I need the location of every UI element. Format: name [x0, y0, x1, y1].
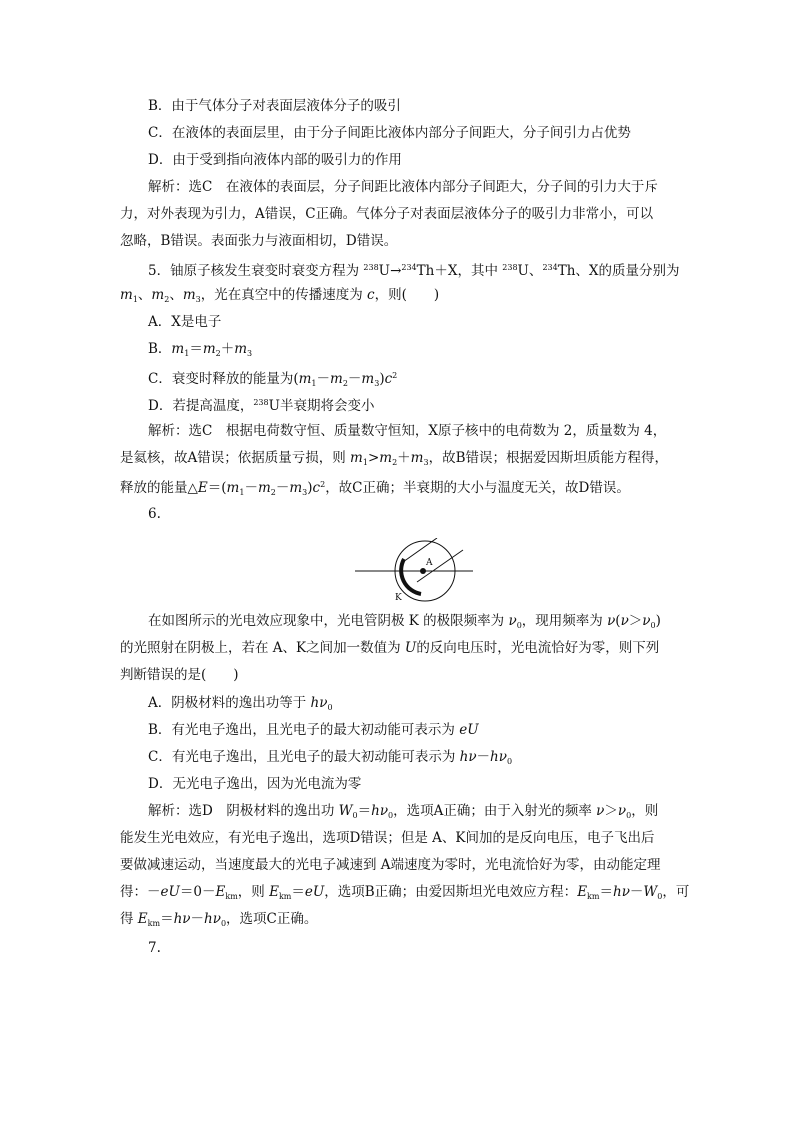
q6-answer-line-2: 能发生光电效应，有光电子逸出，选项D错误；但是 A、K间加的是反向电压，电子飞出后	[120, 830, 655, 846]
q5-option-d: D．若提高温度，$^{238}$U半衰期将会变小	[148, 398, 375, 414]
q4-answer-line-1: 解析：选C 在液体的表面层，分子间距比液体内部分子间距大，分子间的引力大于斥	[148, 179, 658, 195]
q6-answer-line-4: 得：$-eU=0-E_{km}$，则 $E_{km}=eU$，选项B正确；由爱因斯坦光电效应方程：$E_{km}=h\nu-W_0$，可	[120, 884, 690, 901]
anode-a	[420, 568, 426, 574]
q6-answer-line-1: 解析：选D 阴极材料的逸出功 $W_0=h\nu_0$，选项A正确；由于入射光的频率 $\nu>\nu_0$，则	[148, 803, 659, 820]
q6-answer-line-3: 要做减速运动，当速度最大的光电子减速到 A端速度为零时，光电流恰好为零，由动能定理	[120, 857, 661, 873]
q5-option-c: C．衰变时释放的能量为$(m_1-m_2-m_3)c^2$	[148, 371, 398, 388]
q5-option-b: B．$m_1=m_2+m_3$	[148, 341, 253, 358]
q6-stem-line-2: 的光照射在阴极上，若在 A、K之间加一数值为 U的反向电压时，光电流恰好为零，则下列	[120, 640, 660, 656]
q5-answer-line-2: 是氦核，故A错误；依据质量亏损，则 $m_1>m_2+m_3$，故B错误；根据爱因斯坦质能方程得，	[120, 450, 668, 467]
q6-stem-line-1: 在如图所示的光电效应现象中，光电管阴极 K 的极限频率为 $\nu_0$，现用频率为 $\nu(\nu>\nu_0)$	[148, 613, 661, 630]
label-a: A	[426, 558, 433, 568]
q7-number: 7.	[148, 940, 161, 956]
q4-answer-line-2: 力，对外表现为引力，A错误，C正确。气体分子对表面层液体分子的吸引力非常小，可以	[120, 206, 654, 222]
q6-option-c: C．有光电子逸出，且光电子的最大初动能可表示为 $h\nu-h\nu_0$	[148, 749, 513, 766]
photocell-diagram	[355, 538, 475, 606]
q5-stem-line-2: $m_1$、$m_2$、$m_3$，光在真空中的传播速度为 c，则( )	[120, 287, 440, 304]
q6-stem-line-3: 判断错误的是( )	[120, 667, 239, 683]
q5-answer-line-1: 解析：选C 根据电荷数守恒、质量数守恒知，X原子核中的电荷数为 2，质量数为 4，	[148, 423, 667, 439]
q6-answer-line-5: 得 $E_{km}=h\nu-h\nu_0$，选项C正确。	[120, 911, 318, 928]
q4-answer-line-3: 忽略，B错误。表面张力与液面相切，D错误。	[120, 233, 398, 249]
q4-option-c: C．在液体的表面层里，由于分子间距比液体内部分子间距大，分子间引力占优势	[148, 125, 631, 141]
q6-option-d: D．无光电子逸出，因为光电流为零	[148, 776, 362, 792]
q6-option-a: A．阴极材料的逸出功等于 $h\nu_0$	[148, 695, 333, 712]
q6-number: 6.	[148, 506, 161, 522]
label-k: K	[395, 593, 402, 603]
q4-option-b: B．由于气体分子对表面层液体分子的吸引	[148, 98, 401, 114]
q4-option-d: D．由于受到指向液体内部的吸引力的作用	[148, 152, 402, 168]
q5-option-a: A．X是电子	[148, 314, 222, 330]
q5-answer-line-3: 释放的能量$\triangle E=(m_1-m_2-m_3)c^2$，故C正确；半衰期的大小与温度无关，故D错误。	[120, 480, 630, 497]
q5-stem-line-1: 5．铀原子核发生衰变时衰变方程为 $^{238}$U→$^{234}$Th＋X，其中 $^{238}$U、$^{234}$Th、X的质量分别为	[148, 263, 680, 279]
q6-option-b: B．有光电子逸出，且光电子的最大初动能可表示为 eU	[148, 722, 479, 738]
